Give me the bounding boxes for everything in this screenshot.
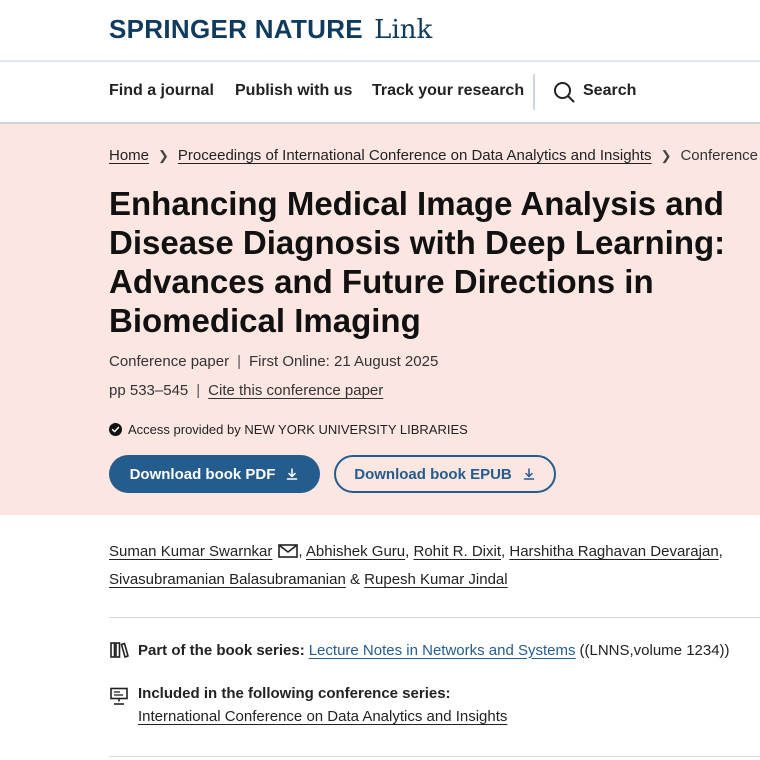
chevron-right-icon: ❯ bbox=[660, 148, 672, 163]
download-pdf-button[interactable] bbox=[109, 455, 320, 493]
book-series-volume: ((LNNS,volume 1234)) bbox=[579, 641, 730, 659]
author-link[interactable]: Harshitha Raghavan Devarajan bbox=[509, 543, 719, 560]
book-series-label: Part of the book series: bbox=[138, 641, 305, 659]
access-text: Access provided by NEW YORK UNIVERSITY LIBRARIES bbox=[128, 422, 468, 437]
nav-find-journal[interactable]: Find a journal bbox=[109, 82, 214, 99]
author-link[interactable]: Abhishek Guru bbox=[305, 543, 406, 560]
download-epub-label: Download book EPUB bbox=[354, 465, 512, 483]
nav-divider bbox=[533, 74, 535, 110]
article-title: Enhancing Medical Image Analysis and Disease Diagnosis with Deep Learning: Advances and Future Directions in Biomedical Imaging bbox=[109, 185, 726, 339]
article-meta: Conference paper | First Online: 21 August 2025 bbox=[109, 353, 439, 370]
springer-nature-link-logo[interactable] bbox=[109, 14, 432, 45]
nav-track-research[interactable]: Track your research bbox=[372, 82, 525, 99]
breadcrumb-proceedings[interactable]: Proceedings of International Conference on Data Analytics and Insights bbox=[177, 147, 652, 164]
article-pages-row: pp 533–545 | Cite this conference paper bbox=[109, 382, 384, 399]
author-link[interactable]: Suman Kumar Swarnkar bbox=[109, 543, 273, 560]
page-range: pp 533–545 bbox=[109, 382, 189, 399]
conference-series-link[interactable]: International Conference on Data Analytics and Insights bbox=[138, 708, 508, 725]
divider bbox=[109, 756, 760, 757]
first-online-date: First Online: 21 August 2025 bbox=[249, 353, 439, 370]
download-icon bbox=[285, 467, 299, 481]
article-hero bbox=[0, 124, 760, 515]
breadcrumb-home[interactable]: Home bbox=[109, 147, 150, 164]
author-link[interactable]: Rupesh Kumar Jindal bbox=[364, 571, 508, 588]
author-link[interactable]: Rohit R. Dixit bbox=[413, 543, 502, 560]
main-nav bbox=[0, 62, 760, 124]
mail-icon[interactable] bbox=[278, 544, 298, 558]
cite-link[interactable]: Cite this conference paper bbox=[208, 382, 384, 399]
access-notice bbox=[109, 422, 468, 437]
site-header bbox=[0, 0, 760, 62]
nav-search[interactable]: Search bbox=[583, 82, 637, 99]
download-pdf-label: Download book PDF bbox=[129, 465, 276, 483]
article-type: Conference paper bbox=[109, 353, 230, 370]
books-icon bbox=[109, 640, 129, 660]
logo-suffix: Link bbox=[374, 15, 433, 45]
download-epub-button[interactable] bbox=[334, 455, 556, 493]
conference-series-label: Included in the following conference series: bbox=[138, 685, 451, 702]
author-ampersand: & bbox=[349, 571, 360, 588]
download-icon bbox=[522, 467, 536, 481]
nav-publish-with-us[interactable]: Publish with us bbox=[235, 82, 353, 99]
divider bbox=[109, 617, 760, 618]
breadcrumb-current: Conference bbox=[680, 147, 759, 164]
author-link[interactable]: Sivasubramanian Balasubramanian bbox=[109, 571, 346, 588]
chevron-right-icon: ❯ bbox=[158, 148, 169, 163]
book-series-row bbox=[109, 640, 730, 660]
check-circle-icon bbox=[109, 423, 122, 436]
author-list: Suman Kumar Swarnkar , Abhishek Guru, Rohit R. Dixit, Harshitha Raghavan Devarajan, Sivasubramanian Balasubramanian & Rupesh Kumar Jindal bbox=[109, 543, 723, 588]
breadcrumb bbox=[109, 147, 758, 164]
book-series-link[interactable]: Lecture Notes in Networks and Systems bbox=[308, 641, 576, 659]
logo-brand: SPRINGER NATURE bbox=[109, 14, 363, 44]
presentation-icon bbox=[109, 686, 129, 706]
search-icon[interactable] bbox=[553, 81, 575, 103]
